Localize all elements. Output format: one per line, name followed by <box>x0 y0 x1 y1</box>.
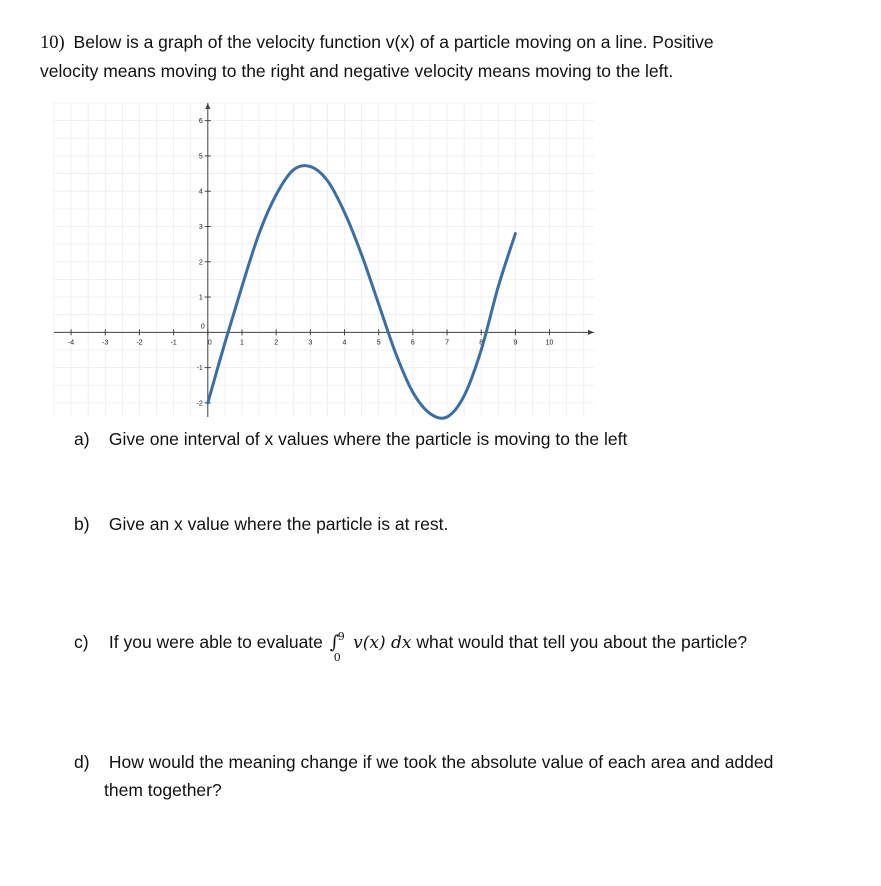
x-axis-arrow <box>588 330 594 335</box>
part-b-label: b) <box>74 514 90 534</box>
integral-upper-limit: 9 <box>337 630 345 643</box>
part-c-label: c) <box>74 632 89 652</box>
part-b <box>74 510 834 538</box>
x-tick-label: 8 <box>479 339 484 347</box>
part-b-text: Give an x value where the particle is at rest. <box>108 514 449 534</box>
part-a-label: a) <box>74 429 90 449</box>
y-tick-label: -1 <box>196 365 203 373</box>
y-tick-label: 2 <box>198 259 203 267</box>
part-d-text-line2: them together? <box>104 780 222 800</box>
integral-expression <box>329 630 345 664</box>
part-d <box>74 748 834 804</box>
x-tick-label: 9 <box>513 339 518 347</box>
y-tick-label: -2 <box>196 400 203 408</box>
x-tick-label: 7 <box>445 339 449 347</box>
y-tick-label: 6 <box>198 118 203 126</box>
x-tick-label: 10 <box>545 339 554 347</box>
y-tick-label: 3 <box>198 223 203 231</box>
x-tick-label: 0 <box>207 339 212 347</box>
velocity-graph <box>44 95 604 425</box>
part-d-label: d) <box>74 752 90 772</box>
question-text-line2: velocity means moving to the right and negative velocity means moving to the left. <box>40 61 674 81</box>
part-a-text: Give one interval of x values where the particle is moving to the left <box>108 429 628 449</box>
integral-lower-limit: 0 <box>333 651 341 664</box>
question-stem <box>40 28 860 85</box>
x-tick-label: 2 <box>274 339 279 347</box>
y-axis-arrow <box>205 103 210 109</box>
y-tick-label: 4 <box>198 188 203 196</box>
y-tick-label: 1 <box>198 294 203 302</box>
integrand: v(x) dx <box>353 633 412 653</box>
y-tick-label: 0 <box>200 323 205 331</box>
question-text-line1: Below is a graph of the velocity function v(x) of a particle moving on a line. Positive <box>73 32 714 52</box>
part-d-text-line1: How would the meaning change if we took the absolute value of each area and added <box>108 752 774 772</box>
x-tick-label: 5 <box>376 339 381 347</box>
x-tick-label: -1 <box>170 339 177 347</box>
x-tick-label: 3 <box>308 339 313 347</box>
x-tick-label: -3 <box>102 339 109 347</box>
part-c-text-before: If you were able to evaluate <box>108 632 323 652</box>
part-c-text-after: what would that tell you about the particle? <box>416 632 748 652</box>
x-tick-label: -2 <box>136 339 143 347</box>
question-number: 10) <box>40 33 65 53</box>
x-tick-label: 6 <box>410 339 415 347</box>
part-a <box>74 425 834 453</box>
x-tick-label: 4 <box>342 339 347 347</box>
integral-symbol: ∫ <box>329 632 340 653</box>
part-c <box>74 628 834 664</box>
y-tick-label: 5 <box>198 153 203 161</box>
x-tick-label: -4 <box>67 339 75 347</box>
x-tick-label: 1 <box>240 339 244 347</box>
